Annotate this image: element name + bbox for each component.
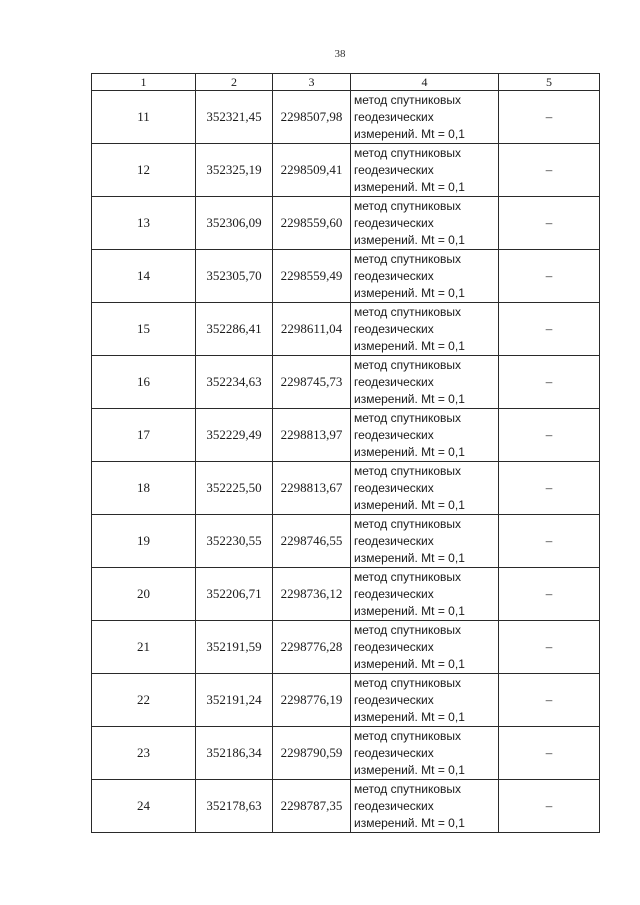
method-text-line: измерений. Mt = 0,1	[354, 126, 465, 141]
note-cell: –	[499, 727, 600, 780]
y-coordinate-cell: 2298745,73	[273, 356, 351, 409]
y-coordinate-cell: 2298559,60	[273, 197, 351, 250]
method-cell	[351, 568, 499, 621]
x-coordinate-cell: 352206,71	[196, 568, 273, 621]
method-text-line: геодезических	[354, 586, 434, 601]
method-cell	[351, 91, 499, 144]
method-cell	[351, 727, 499, 780]
table-row	[92, 409, 600, 462]
table-row	[92, 780, 600, 833]
page-number: 38	[334, 48, 346, 60]
method-text-line: геодезических	[354, 427, 434, 442]
method-text-line: геодезических	[354, 321, 434, 336]
x-coordinate-cell: 352305,70	[196, 250, 273, 303]
table-row	[92, 674, 600, 727]
point-number-cell: 11	[92, 91, 196, 144]
y-coordinate-cell: 2298776,19	[273, 674, 351, 727]
method-text-line: измерений. Mt = 0,1	[354, 815, 465, 830]
method-cell	[351, 780, 499, 833]
x-coordinate-cell: 352225,50	[196, 462, 273, 515]
point-number-cell: 24	[92, 780, 196, 833]
table-row	[92, 144, 600, 197]
method-text-line: измерений. Mt = 0,1	[354, 338, 465, 353]
y-coordinate-cell: 2298736,12	[273, 568, 351, 621]
table-row	[92, 462, 600, 515]
method-text-line: метод спутниковых	[354, 675, 462, 690]
point-number-cell: 18	[92, 462, 196, 515]
method-text-line: измерений. Mt = 0,1	[354, 232, 465, 247]
x-coordinate-cell: 352191,24	[196, 674, 273, 727]
method-text-line: метод спутниковых	[354, 410, 462, 425]
x-coordinate-cell: 352321,45	[196, 91, 273, 144]
y-coordinate-cell: 2298790,59	[273, 727, 351, 780]
method-cell	[351, 144, 499, 197]
x-coordinate-cell: 352286,41	[196, 303, 273, 356]
method-cell	[351, 515, 499, 568]
y-coordinate-cell: 2298813,67	[273, 462, 351, 515]
method-text-line: геодезических	[354, 692, 434, 707]
note-cell: –	[499, 621, 600, 674]
x-coordinate-cell: 352229,49	[196, 409, 273, 462]
note-cell: –	[499, 568, 600, 621]
method-text-line: метод спутниковых	[354, 516, 462, 531]
point-number-cell: 16	[92, 356, 196, 409]
method-text-line: метод спутниковых	[354, 198, 462, 213]
method-text-line: измерений. Mt = 0,1	[354, 497, 465, 512]
table-row	[92, 621, 600, 674]
note-cell: –	[499, 515, 600, 568]
method-text-line: измерений. Mt = 0,1	[354, 391, 465, 406]
point-number-cell: 22	[92, 674, 196, 727]
y-coordinate-cell: 2298611,04	[273, 303, 351, 356]
method-text-line: метод спутниковых	[354, 622, 462, 637]
method-text-line: метод спутниковых	[354, 357, 462, 372]
point-number-cell: 21	[92, 621, 196, 674]
note-cell: –	[499, 780, 600, 833]
method-text-line: геодезических	[354, 215, 434, 230]
y-coordinate-cell: 2298776,28	[273, 621, 351, 674]
point-number-cell: 12	[92, 144, 196, 197]
method-cell	[351, 197, 499, 250]
method-text-line: геодезических	[354, 109, 434, 124]
coordinates-table	[91, 73, 600, 833]
table-row	[92, 250, 600, 303]
method-text-line: метод спутниковых	[354, 304, 462, 319]
y-coordinate-cell: 2298559,49	[273, 250, 351, 303]
method-cell	[351, 250, 499, 303]
method-text-line: метод спутниковых	[354, 92, 462, 107]
method-cell	[351, 303, 499, 356]
method-text-line: метод спутниковых	[354, 145, 462, 160]
note-cell: –	[499, 91, 600, 144]
method-text-line: геодезических	[354, 374, 434, 389]
method-text-line: измерений. Mt = 0,1	[354, 603, 465, 618]
method-cell	[351, 356, 499, 409]
point-number-cell: 20	[92, 568, 196, 621]
method-text-line: геодезических	[354, 533, 434, 548]
method-text-line: геодезических	[354, 268, 434, 283]
method-cell	[351, 621, 499, 674]
point-number-cell: 17	[92, 409, 196, 462]
note-cell: –	[499, 409, 600, 462]
method-text-line: геодезических	[354, 162, 434, 177]
table-row	[92, 568, 600, 621]
column-header-5: 5	[499, 74, 600, 91]
x-coordinate-cell: 352186,34	[196, 727, 273, 780]
y-coordinate-cell: 2298787,35	[273, 780, 351, 833]
method-text-line: геодезических	[354, 798, 434, 813]
x-coordinate-cell: 352234,63	[196, 356, 273, 409]
y-coordinate-cell: 2298509,41	[273, 144, 351, 197]
point-number-cell: 19	[92, 515, 196, 568]
note-cell: –	[499, 197, 600, 250]
method-text-line: метод спутниковых	[354, 569, 462, 584]
y-coordinate-cell: 2298507,98	[273, 91, 351, 144]
table-header-row	[92, 74, 600, 91]
method-text-line: измерений. Mt = 0,1	[354, 444, 465, 459]
y-coordinate-cell: 2298813,97	[273, 409, 351, 462]
x-coordinate-cell: 352325,19	[196, 144, 273, 197]
method-text-line: метод спутниковых	[354, 463, 462, 478]
method-text-line: метод спутниковых	[354, 728, 462, 743]
point-number-cell: 23	[92, 727, 196, 780]
table-row	[92, 515, 600, 568]
note-cell: –	[499, 303, 600, 356]
table-row	[92, 727, 600, 780]
column-header-1: 1	[92, 74, 196, 91]
x-coordinate-cell: 352191,59	[196, 621, 273, 674]
method-text-line: измерений. Mt = 0,1	[354, 656, 465, 671]
method-text-line: метод спутниковых	[354, 781, 462, 796]
method-text-line: измерений. Mt = 0,1	[354, 709, 465, 724]
x-coordinate-cell: 352230,55	[196, 515, 273, 568]
table-row	[92, 91, 600, 144]
point-number-cell: 14	[92, 250, 196, 303]
method-text-line: измерений. Mt = 0,1	[354, 285, 465, 300]
note-cell: –	[499, 462, 600, 515]
note-cell: –	[499, 250, 600, 303]
method-text-line: геодезических	[354, 745, 434, 760]
x-coordinate-cell: 352306,09	[196, 197, 273, 250]
note-cell: –	[499, 674, 600, 727]
note-cell: –	[499, 144, 600, 197]
method-text-line: измерений. Mt = 0,1	[354, 762, 465, 777]
method-text-line: метод спутниковых	[354, 251, 462, 266]
table-row	[92, 197, 600, 250]
column-header-4: 4	[351, 74, 499, 91]
y-coordinate-cell: 2298746,55	[273, 515, 351, 568]
method-cell	[351, 462, 499, 515]
table-row	[92, 303, 600, 356]
method-text-line: измерений. Mt = 0,1	[354, 550, 465, 565]
method-cell	[351, 409, 499, 462]
point-number-cell: 15	[92, 303, 196, 356]
x-coordinate-cell: 352178,63	[196, 780, 273, 833]
point-number-cell: 13	[92, 197, 196, 250]
method-cell	[351, 674, 499, 727]
method-text-line: геодезических	[354, 480, 434, 495]
method-text-line: измерений. Mt = 0,1	[354, 179, 465, 194]
column-header-3: 3	[273, 74, 351, 91]
note-cell: –	[499, 356, 600, 409]
method-text-line: геодезических	[354, 639, 434, 654]
table-row	[92, 356, 600, 409]
column-header-2: 2	[196, 74, 273, 91]
